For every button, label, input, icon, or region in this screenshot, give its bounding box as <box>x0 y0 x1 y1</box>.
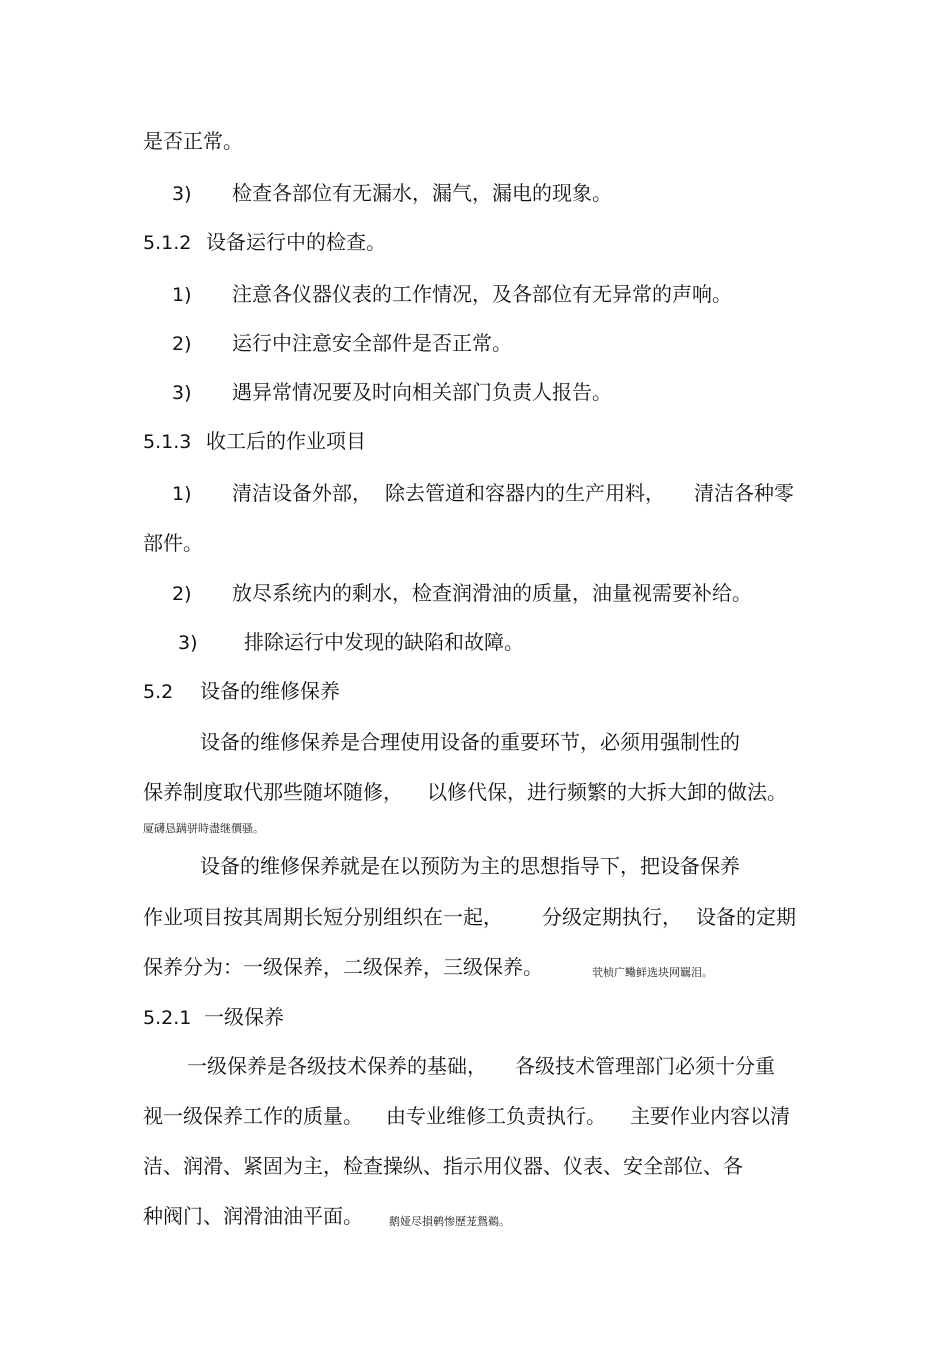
section-heading: 收工后的作业项目 <box>206 429 366 453</box>
section-heading: 设备的维修保养 <box>200 679 340 703</box>
paragraph-line: 设备的维修保养就是在以预防为主的思想指导下，把设备保养 <box>200 854 740 878</box>
list-item-text: 遇异常情况要及时向相关部门负责人报告。 <box>232 380 612 404</box>
list-item-text: 排除运行中发现的缺陷和故障。 <box>244 630 524 654</box>
paragraph-line: 保养分为：一级保养，二级保养，三级保养。 <box>143 955 543 979</box>
paragraph-line: 保养制度取代那些随坏随修， <box>143 780 403 804</box>
list-item-text: 清洁各种零 <box>694 481 794 505</box>
list-number: 2) <box>172 333 192 355</box>
list-item-text: 清洁设备外部， <box>232 481 372 505</box>
list-number: 3) <box>172 382 192 404</box>
list-number: 2) <box>172 583 192 605</box>
list-item-text: 除去管道和容器内的生产用料， <box>385 481 665 505</box>
paragraph-line: 洁、润滑、紧固为主，检查操纵、指示用仪器、仪表、安全部位、各 <box>143 1154 743 1178</box>
section-number: 5.1.3 <box>143 431 192 453</box>
paragraph-line: 各级技术管理部门必须十分重 <box>515 1054 775 1078</box>
section-heading: 一级保养 <box>204 1005 284 1029</box>
paragraph-line: 设备的定期 <box>696 905 796 929</box>
paragraph-line: 以修代保，进行频繁的大拆大卸的做法。 <box>427 780 787 804</box>
list-number: 1) <box>172 284 192 306</box>
section-number: 5.2 <box>143 681 174 703</box>
list-number: 3) <box>178 632 198 654</box>
list-number: 1) <box>172 483 192 505</box>
section-heading: 设备运行中的检查。 <box>206 230 386 254</box>
paragraph-line: 设备的维修保养是合理使用设备的重要环节，必须用强制性的 <box>200 730 740 754</box>
paragraph-line: 作业项目按其周期长短分别组织在一起， <box>143 905 503 929</box>
paragraph-line: 视一级保养工作的质量。 <box>143 1104 363 1128</box>
list-item-text: 注意各仪器仪表的工作情况，及各部位有无异常的声响。 <box>232 282 732 306</box>
section-number: 5.2.1 <box>143 1007 192 1029</box>
section-number: 5.1.2 <box>143 232 192 254</box>
paragraph-line: 主要作业内容以清 <box>630 1104 790 1128</box>
garbled-text: 鹅娅尽損鹌惨歷茏鴛鵜。 <box>389 1215 510 1228</box>
garbled-text: 茕桢广鳓鲜选块网羈泪。 <box>592 966 713 979</box>
paragraph-line: 由专业维修工负责执行。 <box>386 1104 606 1128</box>
paragraph-line: 种阀门、润滑油油平面。 <box>143 1204 363 1228</box>
paragraph-line: 一级保养是各级技术保养的基础， <box>187 1054 487 1078</box>
paragraph-line: 分级定期执行， <box>542 905 682 929</box>
list-number: 3) <box>172 183 192 205</box>
list-item-text: 运行中注意安全部件是否正常。 <box>232 331 512 355</box>
text-line: 是否正常。 <box>143 129 243 153</box>
text-line: 部件。 <box>143 531 203 555</box>
garbled-text: 厦礴恳蹒骈時盡继價骚。 <box>143 822 264 835</box>
list-item-text: 检查各部位有无漏水，漏气，漏电的现象。 <box>232 181 612 205</box>
list-item-text: 放尽系统内的剩水，检查润滑油的质量，油量视需要补给。 <box>232 581 752 605</box>
